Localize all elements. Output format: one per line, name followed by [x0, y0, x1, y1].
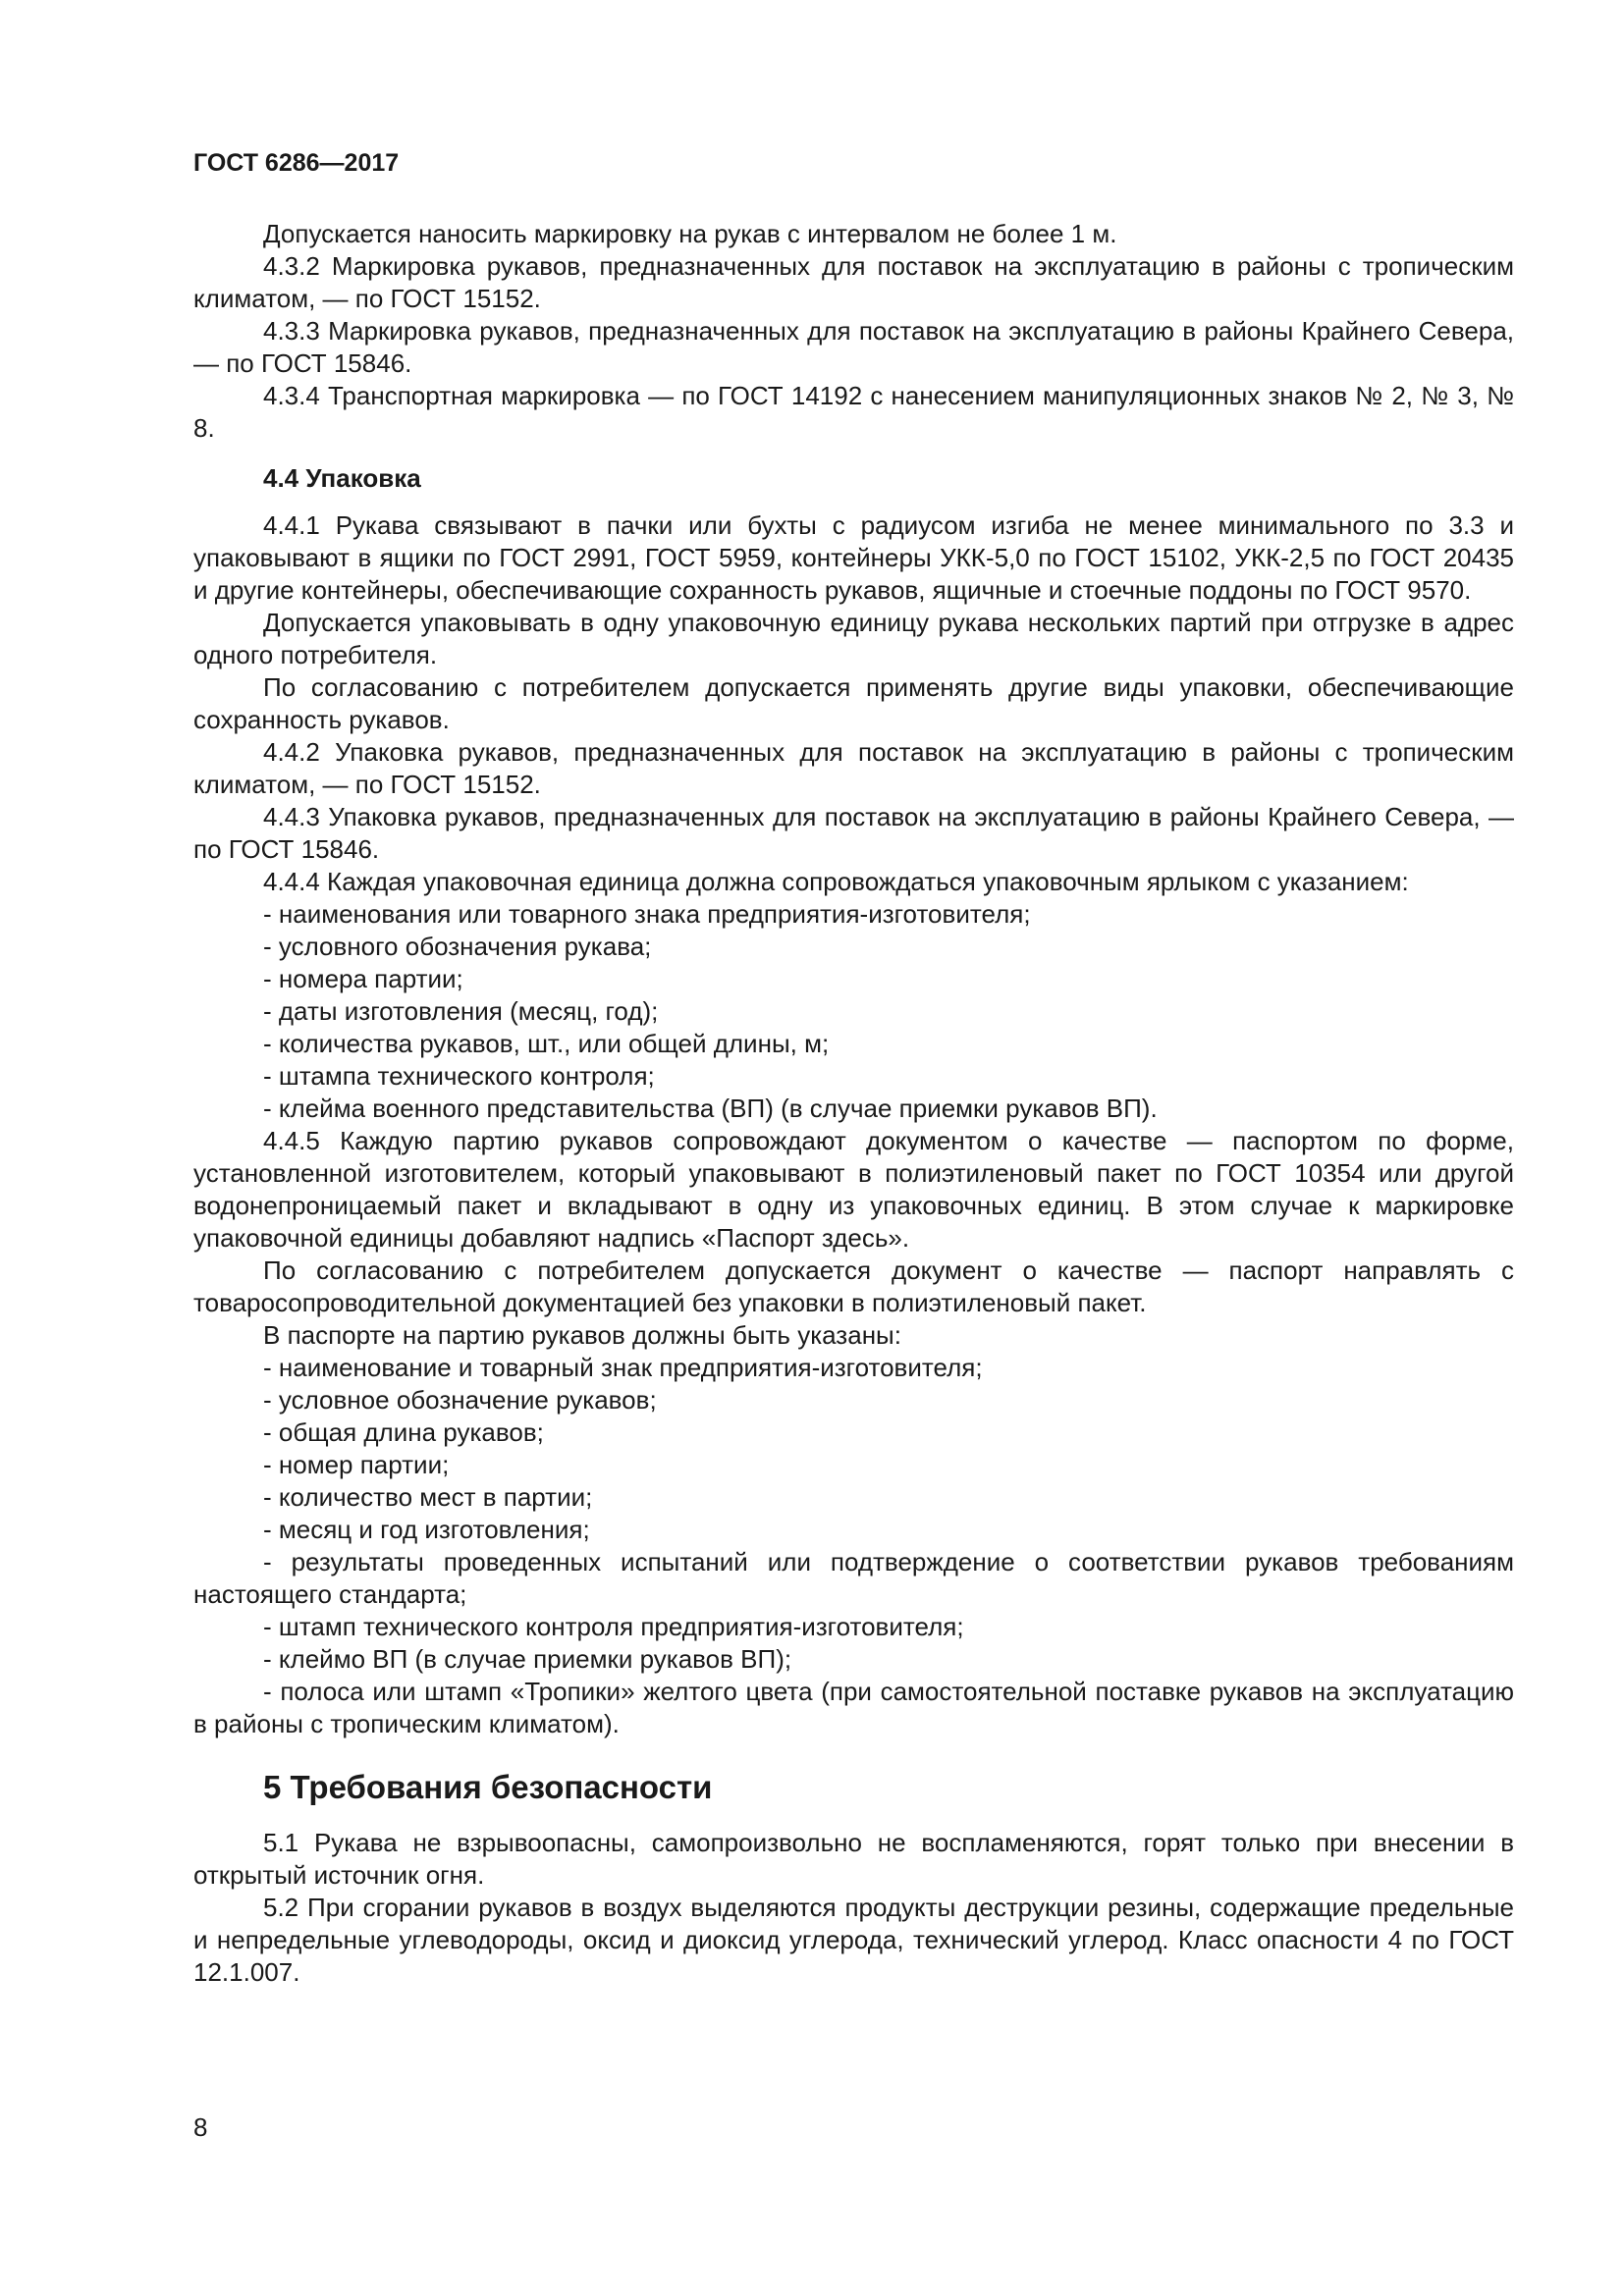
paragraph: 4.3.4 Транспортная маркировка — по ГОСТ 14192 с нанесением манипуляционных знаков № 2, № 3, № 8.: [193, 381, 1514, 443]
paragraph: 5.2 При сгорании рукавов в воздух выделяются продукты деструкции резины, содержащие предельные и непредельные углеводороды, оксид и диоксид углерода, технический углерод. Класс опасности 4 по ГОСТ 12.1.007.: [193, 1893, 1514, 1987]
document-code: ГОСТ 6286—2017: [193, 149, 400, 177]
page-number: 8: [193, 2112, 208, 2142]
paragraph: В паспорте на партию рукавов должны быть указаны:: [263, 1320, 901, 1350]
paragraph: 4.4.2 Упаковка рукавов, предназначенных для поставок на эксплуатацию в районы с тропическим климатом, — по ГОСТ 15152.: [193, 737, 1514, 799]
list-item: - полоса или штамп «Тропики» желтого цвета (при самостоятельной поставке рукавов на эксплуатацию в районы с тропическим климатом).: [193, 1677, 1514, 1738]
paragraph: По согласованию с потребителем допускается документ о качестве — паспорт направлять с товаросопроводительной документацией без упаковки в полиэтиленовый пакет.: [193, 1255, 1514, 1317]
paragraph: Допускается наносить маркировку на рукав с интервалом не более 1 м.: [263, 219, 1117, 248]
paragraph: По согласованию с потребителем допускается применять другие виды упаковки, обеспечивающие сохранность рукавов.: [193, 672, 1514, 734]
marking-paragraphs: [193, 218, 1514, 445]
list-item: - общая длина рукавов;: [263, 1417, 544, 1447]
packaging-paragraphs: [193, 509, 1514, 1740]
paragraph: Допускается упаковывать в одну упаковочную единицу рукава нескольких партий при отгрузке в адрес одного потребителя.: [193, 608, 1514, 669]
list-item: - даты изготовления (месяц, год);: [263, 996, 659, 1026]
list-item: - условного обозначения рукава;: [263, 932, 652, 961]
safety-paragraphs: [193, 1827, 1514, 1989]
section-heading-safety: 5 Требования безопасности: [263, 1769, 713, 1805]
paragraph: 4.3.2 Маркировка рукавов, предназначенных для поставок на эксплуатацию в районы с тропическим климатом, — по ГОСТ 15152.: [193, 251, 1514, 313]
paragraph: 4.4.1 Рукава связывают в пачки или бухты с радиусом изгиба не менее минимального по 3.3 и упаковывают в ящики по ГОСТ 2991, ГОСТ 5959, контейнеры УКК-5,0 по ГОСТ 15102, УКК-2,5 по ГОСТ 20435 и другие контейнеры, обеспечивающие сохранность рукавов, ящичные и стоечные поддоны по ГОСТ 9570.: [193, 510, 1514, 605]
list-item: - наименование и товарный знак предприятия-изготовителя;: [263, 1353, 983, 1382]
list-item: - клеймо ВП (в случае приемки рукавов ВП);: [263, 1644, 792, 1674]
list-item: - номер партии;: [263, 1450, 450, 1479]
list-item: - результаты проведенных испытаний или подтверждение о соответствии рукавов требованиям настоящего стандарта;: [193, 1547, 1514, 1609]
subsection-heading-packaging: 4.4 Упаковка: [263, 463, 421, 493]
paragraph: 5.1 Рукава не взрывоопасны, самопроизвольно не воспламеняются, горят только при внесении в открытый источник огня.: [193, 1828, 1514, 1890]
paragraph: 4.3.3 Маркировка рукавов, предназначенных для поставок на эксплуатацию в районы Крайнего Севера, — по ГОСТ 15846.: [193, 316, 1514, 378]
list-item: - количество мест в партии;: [263, 1482, 593, 1512]
list-item: - наименования или товарного знака предприятия-изготовителя;: [263, 899, 1031, 929]
list-item: - штампа технического контроля;: [263, 1061, 655, 1091]
list-item: - условное обозначение рукавов;: [263, 1385, 657, 1415]
list-item: - штамп технического контроля предприятия-изготовителя;: [263, 1612, 964, 1641]
paragraph: 4.4.3 Упаковка рукавов, предназначенных для поставок на эксплуатацию в районы Крайнего Севера, — по ГОСТ 15846.: [193, 802, 1514, 864]
page-content: [193, 218, 1514, 1989]
list-item: - количества рукавов, шт., или общей длины, м;: [263, 1029, 830, 1058]
paragraph: 4.4.4 Каждая упаковочная единица должна сопровождаться упаковочным ярлыком с указанием:: [263, 867, 1409, 896]
list-item: - номера партии;: [263, 964, 463, 993]
list-item: - клейма военного представительства (ВП) (в случае приемки рукавов ВП).: [263, 1094, 1158, 1123]
paragraph: 4.4.5 Каждую партию рукавов сопровождают документом о качестве — паспортом по форме, установленной изготовителем, который упаковывают в полиэтиленовый пакет по ГОСТ 10354 или другой водонепроницаемый пакет и вкладывают в одну из упаковочных единиц. В этом случае к маркировке упаковочной единицы добавляют надпись «Паспорт здесь».: [193, 1126, 1514, 1253]
list-item: - месяц и год изготовления;: [263, 1515, 590, 1544]
